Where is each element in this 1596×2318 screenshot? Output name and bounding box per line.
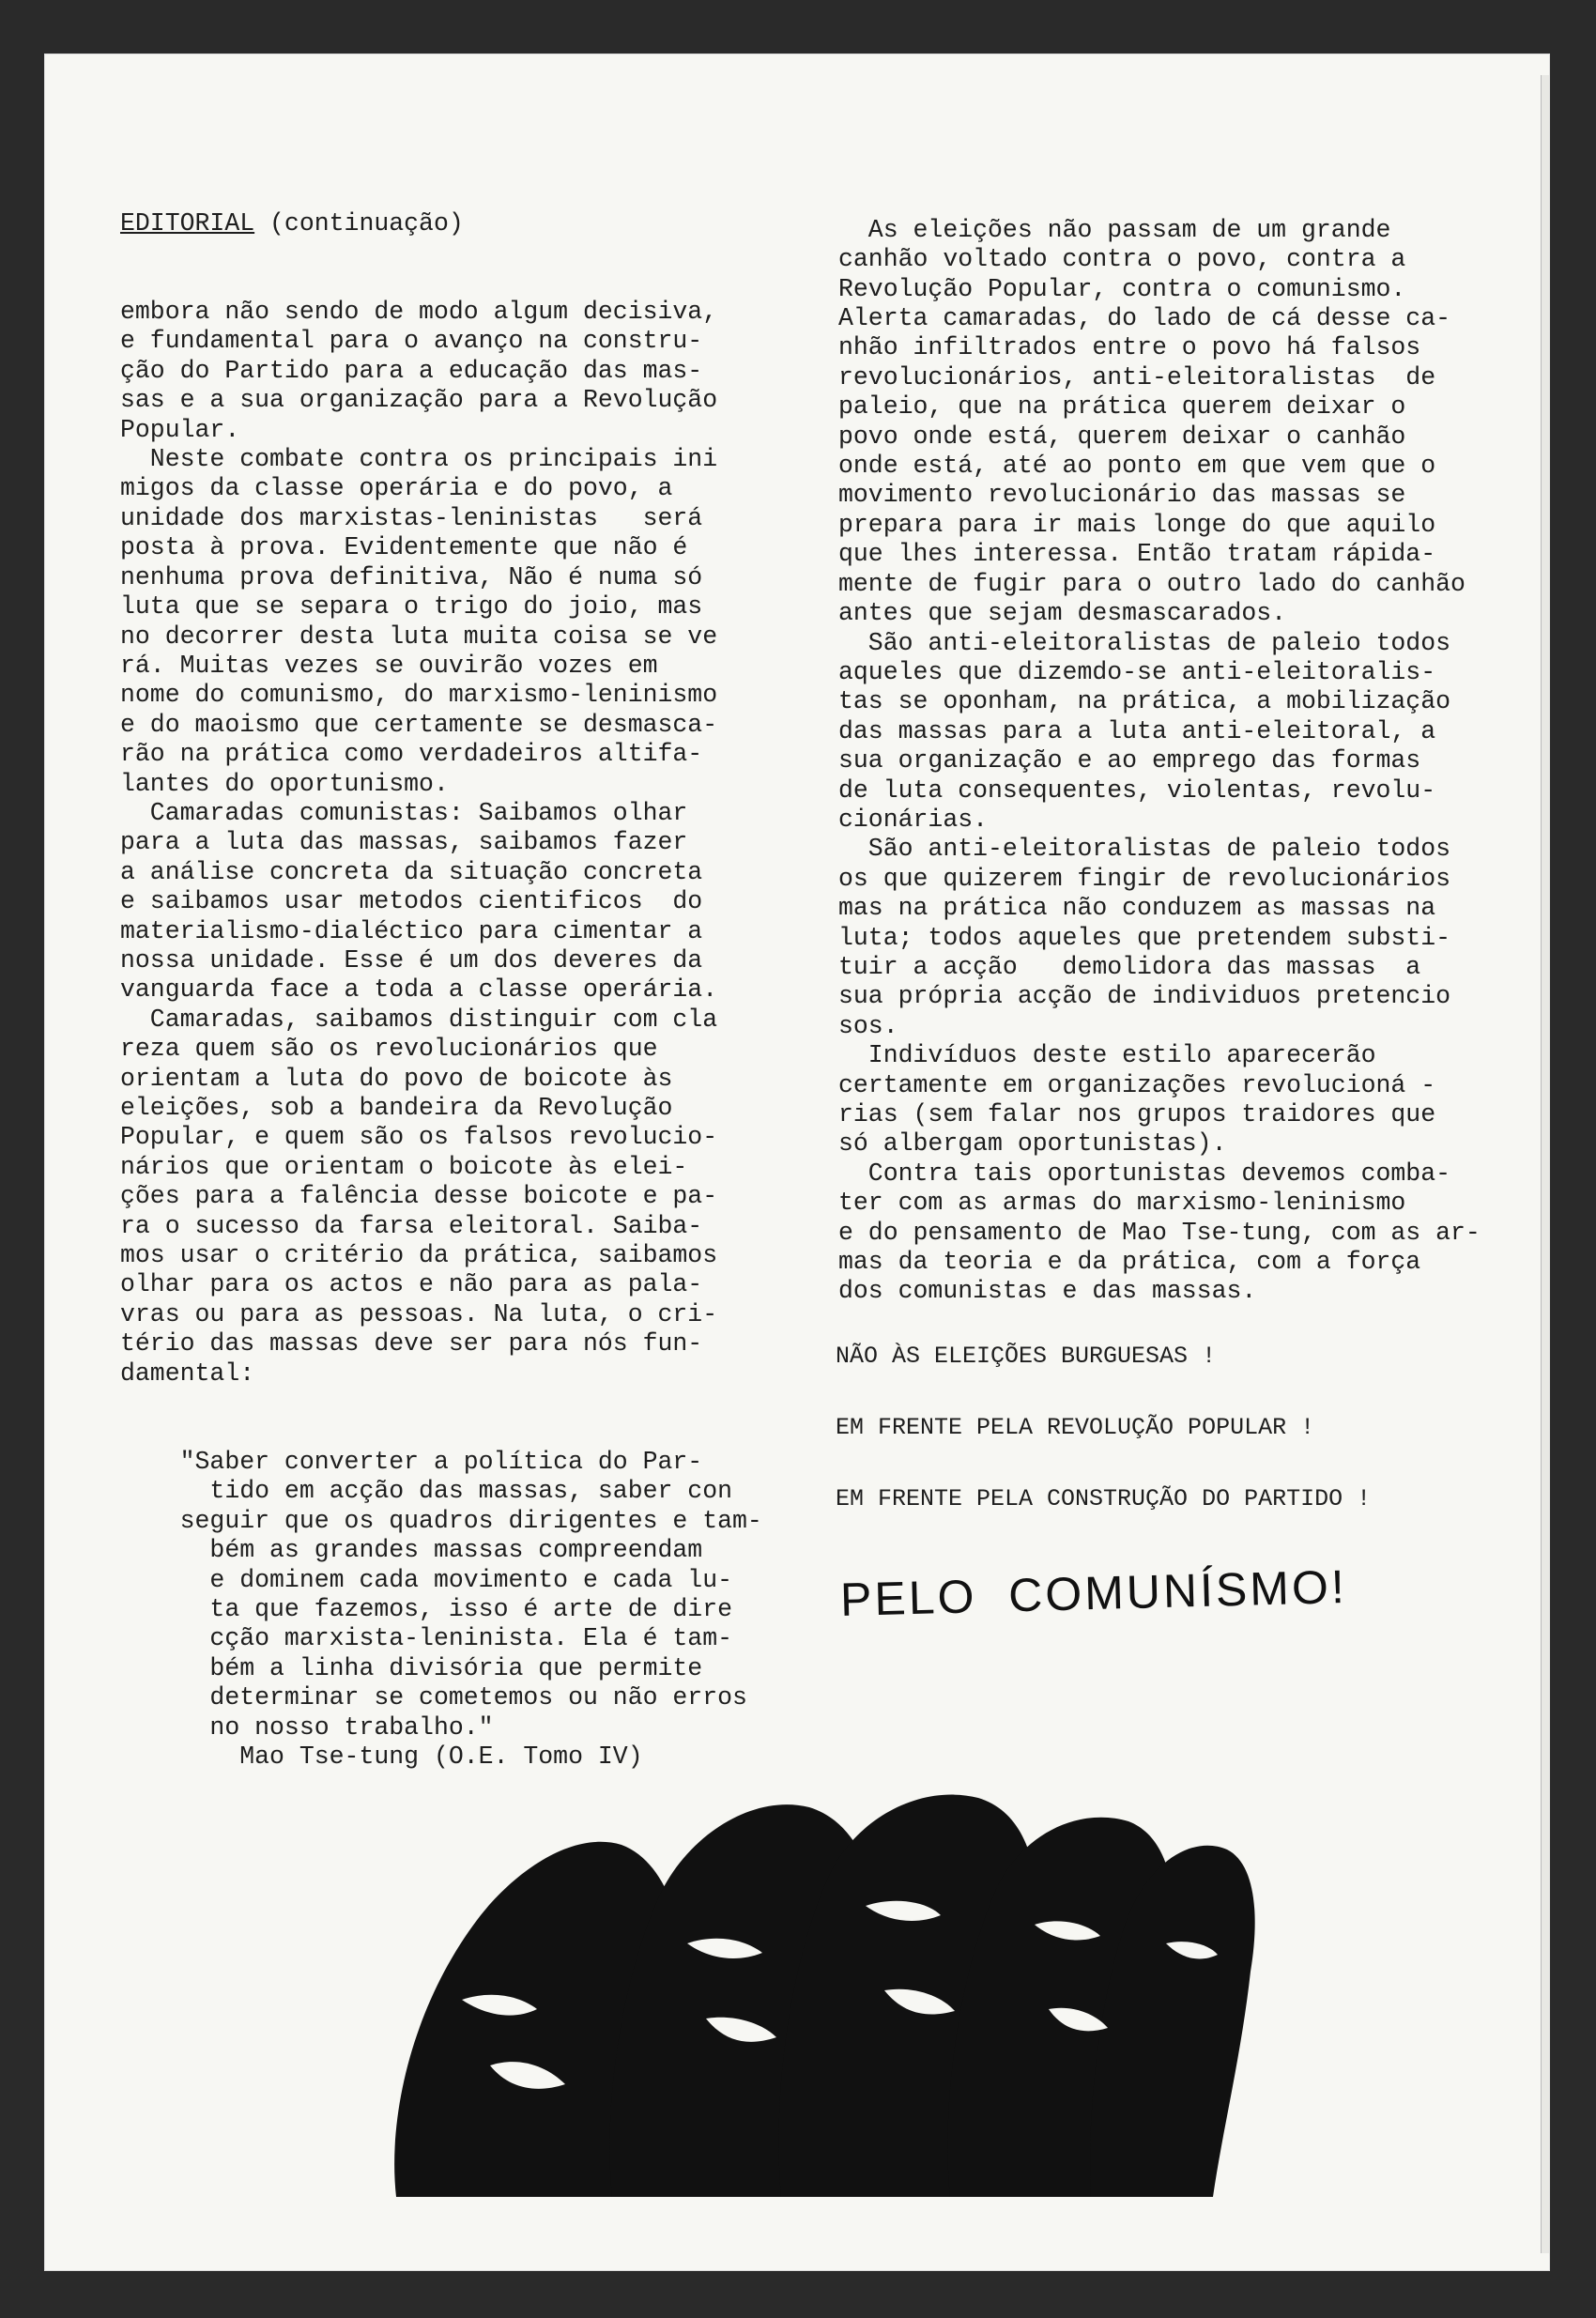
text-line: vanguarda face a toda a classe operária. xyxy=(120,975,718,1005)
text-line: revolucionários, anti-eleitoralistas de xyxy=(838,362,1436,391)
slogan-no-elections: NÃO ÀS ELEIÇÕES BURGUESAS ! xyxy=(836,1343,1217,1370)
text-line: lantes do oportunismo. xyxy=(120,769,449,798)
text-line: rão na prática como verdadeiros altifa- xyxy=(120,740,703,769)
text-line: posta à prova. Evidentemente que não é xyxy=(120,533,688,562)
text-line: no decorrer desta luta muita coisa se ve xyxy=(120,622,718,651)
quote-line: e dominem cada movimento e cada lu- xyxy=(120,1565,733,1594)
editorial-heading xyxy=(120,209,762,238)
text-line: os que quizerem fingir de revolucionários xyxy=(838,864,1451,893)
text-line: ter com as armas do marxismo-leninismo xyxy=(838,1189,1406,1218)
text-line: Popular. xyxy=(120,415,240,444)
text-line: para a luta das massas, saibamos fazer xyxy=(120,828,688,857)
text-line: e fundamental para o avanço na constru- xyxy=(120,327,703,356)
text-line: migos da classe operária e do povo, a xyxy=(120,474,673,503)
text-line: São anti-eleitoralistas de paleio todos xyxy=(838,835,1451,864)
right-column xyxy=(838,157,1481,1336)
text-line: e saibamos usar metodos cientificos do xyxy=(120,887,703,916)
text-line: eleições, sob a bandeira da Revolução xyxy=(120,1094,673,1122)
text-line: antes que sejam desmascarados. xyxy=(838,599,1287,628)
text-line: As eleições não passam de um grande xyxy=(838,215,1391,244)
text-line: paleio, que na prática querem deixar o xyxy=(838,392,1406,422)
text-line: onde está, até ao ponto em que vem que o xyxy=(838,452,1436,481)
text-line: Camaradas comunistas: Saibamos olhar xyxy=(120,798,688,827)
text-line: sas e a sua organização para a Revolução xyxy=(120,386,718,415)
text-line: São anti-eleitoralistas de paleio todos xyxy=(838,628,1451,657)
text-line: nhão infiltrados entre o povo há falsos xyxy=(838,333,1421,362)
text-line: damental: xyxy=(120,1359,255,1388)
text-line: Revolução Popular, contra o comunismo. xyxy=(838,274,1406,303)
text-line: tério das massas deve ser para nós fun- xyxy=(120,1329,703,1359)
text-line: Indivíduos deste estilo aparecerão xyxy=(838,1041,1376,1070)
text-line: dos comunistas e das massas. xyxy=(838,1277,1257,1306)
text-line: aqueles que dizemdo-se anti-eleitoralis- xyxy=(838,657,1436,686)
quote-line: cção marxista-leninista. Ela é tam- xyxy=(120,1624,733,1653)
slogan-popular-revolution: EM FRENTE PELA REVOLUÇÃO POPULAR ! xyxy=(836,1414,1315,1441)
left-column xyxy=(120,150,762,1802)
text-line: ra o sucesso da farsa eleitoral. Saiba- xyxy=(120,1211,703,1240)
editorial-heading-suffix: (continuação) xyxy=(254,208,464,238)
text-line: Popular, e quem são os falsos revolucio- xyxy=(120,1123,718,1152)
text-line: certamente em organizações revolucioná - xyxy=(838,1070,1436,1099)
left-body-text xyxy=(120,298,762,1389)
quote-line: bém as grandes massas compreendam xyxy=(120,1536,703,1565)
text-line: luta que se separa o trigo do joio, mas xyxy=(120,592,703,622)
text-line: sua organização e ao emprego das formas xyxy=(838,746,1421,775)
text-line: embora não sendo de modo algum decisiva, xyxy=(120,298,718,327)
text-line: Neste combate contra os principais ini xyxy=(120,445,718,474)
text-line: canhão voltado contra o povo, contra a xyxy=(838,245,1406,274)
text-line: prepara para ir mais longe do que aquilo xyxy=(838,510,1436,539)
text-line: Camaradas, saibamos distinguir com cla xyxy=(120,1005,718,1034)
text-line: mos usar o critério da prática, saibamos xyxy=(120,1241,718,1270)
quote-line: "Saber converter a política do Par- xyxy=(120,1447,703,1476)
right-body-text xyxy=(838,216,1481,1307)
text-line: vras ou para as pessoas. Na luta, o cri- xyxy=(120,1299,718,1328)
text-line: nome do comunismo, do marxismo-leninismo xyxy=(120,681,718,710)
text-line: de luta consequentes, violentas, revolu- xyxy=(838,775,1436,805)
text-line: mas da teoria e da prática, com a força xyxy=(838,1248,1421,1277)
text-line: rá. Muitas vezes se ouvirão vozes em xyxy=(120,651,658,680)
quote-line: determinar se cometemos ou não erros xyxy=(120,1683,747,1712)
portrait-illustration xyxy=(377,1756,1260,2225)
text-line: nários que orientam o boicote às elei- xyxy=(120,1152,688,1181)
text-line: sua própria acção de individuos pretencio xyxy=(838,982,1451,1011)
quote-line: bém a linha divisória que permite xyxy=(120,1653,703,1682)
text-line: e do maoismo que certamente se desmasca- xyxy=(120,710,718,739)
text-line: materialismo-dialéctico para cimentar a xyxy=(120,916,703,945)
text-line: orientam a luta do povo de boicote às xyxy=(120,1064,673,1093)
text-line: que lhes interessa. Então tratam rápida- xyxy=(838,540,1436,569)
text-line: ções para a falência desse boicote e pa- xyxy=(120,1182,718,1211)
text-line: mente de fugir para o outro lado do canhão xyxy=(838,569,1466,598)
text-line: a análise concreta da situação concreta xyxy=(120,857,703,886)
text-line: nenhuma prova definitiva, Não é numa só xyxy=(120,562,703,591)
text-line: cionárias. xyxy=(838,805,989,834)
text-line: Alerta camaradas, do lado de cá desse ca- xyxy=(838,304,1451,333)
text-line: reza quem são os revolucionários que xyxy=(120,1035,658,1064)
quote-line: seguir que os quadros dirigentes e tam- xyxy=(120,1506,762,1535)
text-line: e do pensamento de Mao Tse-tung, com as ar- xyxy=(838,1218,1481,1247)
text-line: movimento revolucionário das massas se xyxy=(838,481,1406,510)
text-line: só albergam oportunistas). xyxy=(838,1129,1227,1159)
text-line: mas na prática não conduzem as massas na xyxy=(838,894,1436,923)
text-line: olhar para os actos e não para as pala- xyxy=(120,1270,703,1299)
slogan-party-construction: EM FRENTE PELA CONSTRUÇÃO DO PARTIDO ! xyxy=(836,1485,1372,1512)
text-line: sos. xyxy=(838,1011,898,1040)
closing-slogan: PELO COMUNÍSMO! xyxy=(839,1559,1348,1627)
mao-quote xyxy=(120,1448,762,1772)
text-line: tuir a acção demolidora das massas a xyxy=(838,952,1421,981)
text-line: das massas para a luta anti-eleitoral, a xyxy=(838,716,1436,745)
text-line: rias (sem falar nos grupos traidores que xyxy=(838,1100,1436,1128)
quote-line: no nosso trabalho." xyxy=(120,1712,494,1742)
text-line: tas se oponham, na prática, a mobilização xyxy=(838,687,1451,716)
page-edge-strip xyxy=(1541,75,1549,2253)
text-line: luta; todos aqueles que pretendem substi- xyxy=(838,923,1451,952)
text-line: povo onde está, querem deixar o canhão xyxy=(838,422,1406,451)
text-line: unidade dos marxistas-leninistas será xyxy=(120,503,703,532)
text-line: nossa unidade. Esse é um dos deveres da xyxy=(120,945,703,975)
editorial-heading-label: EDITORIAL xyxy=(120,208,255,238)
quote-line: tido em acção das massas, saber con xyxy=(120,1477,733,1506)
text-line: Contra tais oportunistas devemos comba- xyxy=(838,1159,1451,1188)
quote-line: Mao Tse-tung (O.E. Tomo IV) xyxy=(120,1742,643,1771)
quote-line: ta que fazemos, isso é arte de dire xyxy=(120,1594,733,1623)
text-line: ção do Partido para a educação das mas- xyxy=(120,356,703,385)
